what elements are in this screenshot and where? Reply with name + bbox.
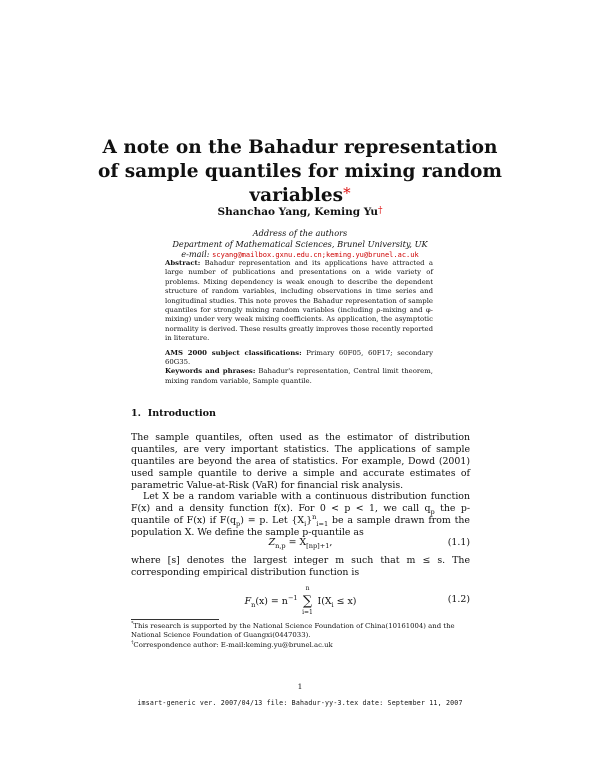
authors [0,206,600,218]
footnote-2 [131,641,470,650]
ams-text: Primary 60F05, 60F17; secondary 60G35. [165,348,433,367]
page-footer: imsart-generic ver. 2007/04/13 file: Bahadur-yy-3.tex date: September 11, 2007 [137,699,463,707]
p2-text-b: the p-quantile of F(x) if F(q [131,503,471,526]
eq2-rhs-end: ≤ x) [333,596,357,607]
email-label: e-mail: [181,249,210,259]
section-title: Introduction [147,408,217,419]
p2-sub-d: i=1 [316,519,329,528]
eq2-lhs: F [244,596,252,607]
sum-lower: i=1 [302,609,313,616]
p2-text-e: be a sample drawn from the population X. We define the sample p-quantile as [131,515,470,538]
author-footnote-mark[interactable]: † [377,206,383,216]
eq1-rhs-sub: [np]+1 [306,541,330,550]
p2-sub-c: i [304,519,307,528]
keywords [165,367,433,386]
address-heading: Address of the authors [252,228,348,238]
p2-sub-b: p [236,519,241,528]
sum-upper: n [305,585,310,592]
equation-1-1 [131,537,470,551]
eq2-mid: (x) = n [255,596,288,607]
paragraph-1: The sample quantiles, often used as the estimator of distribution quantiles, are very important statistics. The applications of sample quantiles are beyond the area of statistics. For example, Dowd (2001) used sample quantile to derive a simple and accurate estimates of parametric Value-at-Risk (VaR) for financial risk analysis. [131,432,470,491]
ams-classification [165,349,433,368]
title-footnote-mark[interactable]: * [343,184,351,202]
eq2-rhs: I(X [317,596,332,607]
p2-text-d: } [306,515,313,526]
p2-text-c: ) = p. Let {X [240,515,305,526]
equation-1-1-body [131,537,470,548]
section-number: 1. [131,408,142,419]
p2-sub-a: p [430,507,435,516]
title-line-1: A note on the Bahadur representation [102,137,498,158]
equation-1-2-body [131,585,470,616]
abstract [165,259,433,386]
footnote-2-mark: † [131,640,134,646]
address-department: Department of Mathematical Sciences, Brunel University, UK [172,238,428,249]
footnote-1 [131,622,470,640]
eq2-rhs-sub: i [331,600,334,609]
eq1-lhs-sub: n,p [275,541,286,550]
footnote-rule [131,619,219,620]
address-block [0,228,600,261]
sum-symbol: ∑ [302,594,313,609]
eq1-rhs: = X [285,537,307,548]
paragraph-2 [131,491,470,539]
eq1-lhs: Z [268,537,276,548]
section-heading [131,408,216,419]
author-names: Shanchao Yang, Keming Yu [217,206,378,218]
equation-number-1-2: (1.2) [447,594,470,605]
footnote-1-mark: * [131,621,134,627]
paper-title [0,136,600,208]
paragraph-3: where [s] denotes the largest integer m such that m ≤ s. The corresponding empirical distribution function is [131,555,470,578]
title-line-2: of sample quantiles for mixing random [98,161,502,182]
equation-number-1-1: (1.1) [447,537,470,548]
abstract-label: Abstract: [165,259,201,267]
eq1-end: , [329,537,333,548]
page-number: 1 [297,682,303,691]
footnote-1-text: This research is supported by the National Science Foundation of China(10161004) and the National Science Foundation of Guangxi(0447033). [131,622,455,639]
equation-1-2 [131,586,470,614]
eq2-lhs-sub: n [251,600,256,609]
email-link[interactable]: scyang@mailbox.gxnu.edu.cn;keming.yu@brunel.ac.uk [212,251,419,259]
abstract-body [165,259,433,344]
summation [301,585,315,616]
p2-text-a: Let X be a random variable with a continuous distribution function F(x) and a density function f(x). For 0 < p < 1, we call q [131,491,470,514]
ams-label: AMS 2000 subject classifications: [165,348,302,357]
p2-sup-d: n [312,512,317,521]
eq2-mid-sup: −1 [287,593,298,602]
title-line-3 [0,184,600,208]
footnote-2-text: Correspondence author: E-mail:keming.yu@brunel.ac.uk [133,641,333,649]
title-line-3-text: variables [249,185,344,206]
keywords-label: Keywords and phrases: [165,367,256,376]
keywords-text: Bahadur's representation, Central limit theorem, mixing random variable, Sample quantile. [165,367,433,385]
abstract-text: Bahadur representation and its applications have attracted a large number of publications and presentations on a wide variety of problems. Mixing dependency is weak enough to describe the dependent structure of random variables, including observations in time series and longitudinal studies. This note proves the Bahadur representation of sample quantiles for strongly mixing random variables (including ρ-mixing and φ-mixing) under very weak mixing coefficients. As application, the asymptotic normality is derived. These results greatly improves those recently reported in literature. [165,259,433,343]
